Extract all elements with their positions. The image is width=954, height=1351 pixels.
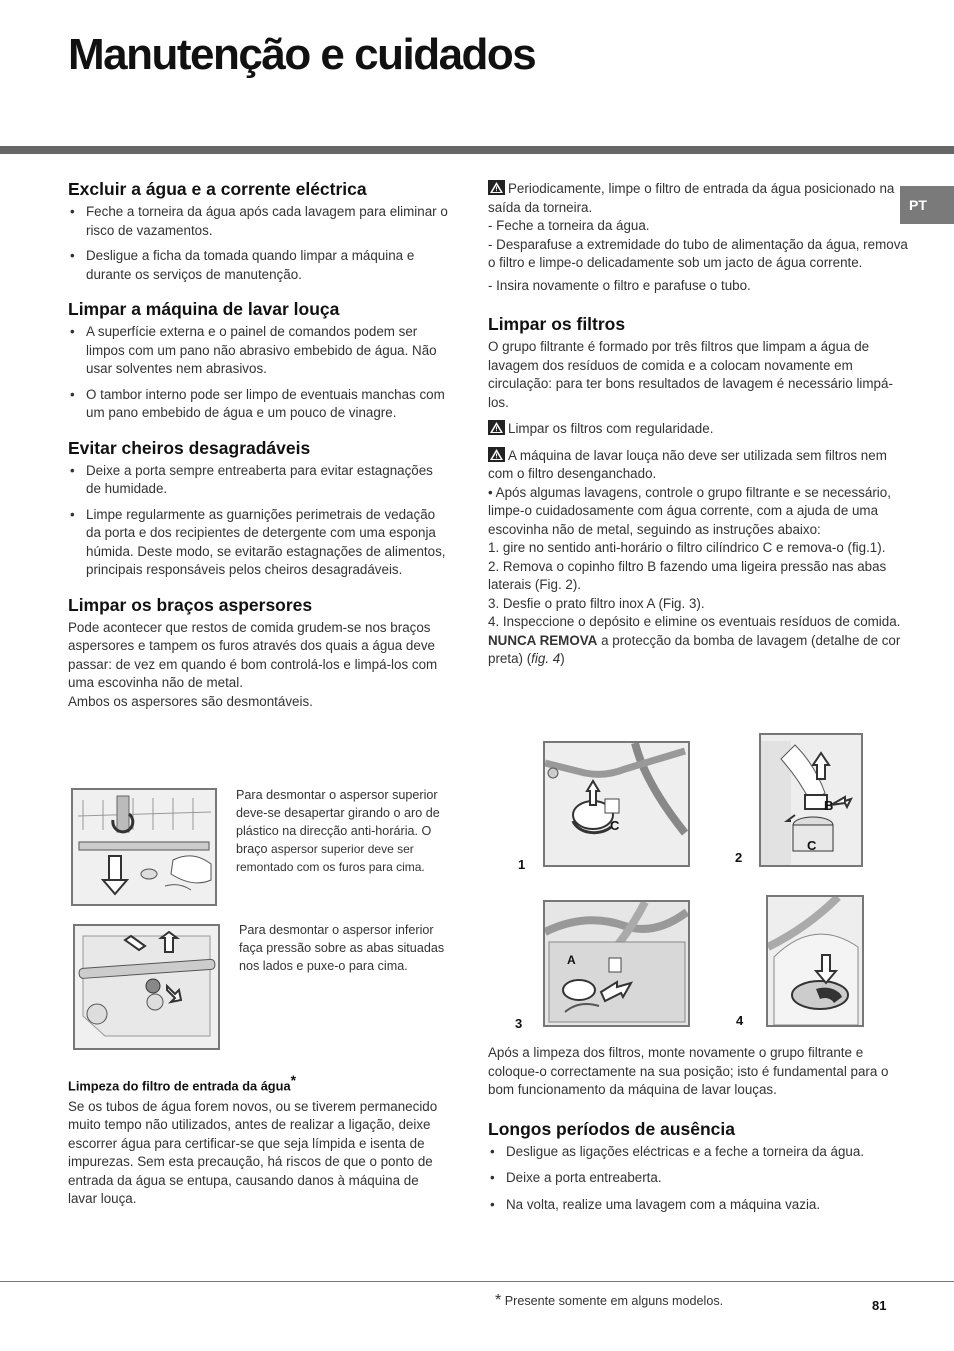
- section-heading: Excluir a água e a corrente eléctrica: [68, 179, 367, 199]
- paragraph: Após a limpeza dos filtros, monte novamente o grupo filtrante e coloque-o correctamente na sua posição; isto é fundamental para o bom funcionamento da máquina de lavar louças.: [488, 1045, 889, 1097]
- step: 2. Remova o copinho filtro B fazendo uma ligeira pressão nas abas laterais (Fig. 2).: [488, 558, 887, 592]
- footnote-text: Presente somente em alguns modelos.: [504, 1294, 724, 1308]
- asterisk-mark: *: [290, 1072, 297, 1088]
- paragraph: Periodicamente, limpe o filtro de entrada da água posicionado na saída da torneira.: [488, 181, 895, 215]
- language-tab: PT: [900, 186, 954, 224]
- step: 1. gire no sentido anti-horário o filtro cilíndrico C e remova-o (fig.1).: [488, 540, 886, 555]
- figure-3: [543, 900, 690, 1027]
- right-column: [488, 180, 908, 683]
- figure-number: 4: [736, 1013, 744, 1028]
- list-item: • Limpe regularmente as guarnições perimetrais de vedação da porta e dos recipientes de detergente com uma esponja húmida. Deste modo, se evitarão estagnações de alimentos, principais responsáveis pelos cheiros desagradáveis.: [68, 506, 450, 580]
- figure-number: 2: [735, 850, 743, 865]
- section-spray-arms: [68, 594, 450, 712]
- bullet-list: [68, 203, 450, 284]
- step: 4. Inspeccione o depósito e elimine os eventuais resíduos de comida. NUNCA REMOVA a protecção da bomba de lavagem (detalhe de cor preta) (fig. 4): [488, 614, 901, 666]
- after-cleaning: [488, 1044, 908, 1221]
- list-item: • Feche a torneira da água após cada lavagem para eliminar o risco de vazamentos.: [68, 203, 450, 240]
- bullet-list: [68, 323, 450, 423]
- paragraph: Pode acontecer que restos de comida grudem-se nos braços aspersores e tampem os furos através dos quais a água deve passar: de vez em quando é bom controlá-los e limpá-los com uma escovinha não de metal.: [68, 619, 438, 690]
- section-water-power: [68, 178, 450, 284]
- warning-icon: [488, 447, 505, 462]
- section-heading: Limpar os filtros: [488, 314, 626, 334]
- bullet-list: [488, 1143, 908, 1215]
- paragraph: - Insira novamente o filtro e parafuse o tubo.: [488, 277, 751, 293]
- inlet-filter-procedure: [488, 180, 908, 295]
- section-odors: [68, 437, 450, 580]
- paragraph: Se os tubos de água forem novos, ou se tiverem permanecido muito tempo não utilizados, antes de realizar a ligação, deixe escorrer água para certificar-se que seja límpida e isenta de impurezas. Sem esta precaução, há riscos de que o ponto de entrada da água se entupa, causando danos à máquina de lavar louça.: [68, 1098, 438, 1207]
- emphasis-warning: NUNCA REMOVA: [488, 632, 598, 648]
- figure-label-a: A: [567, 953, 576, 967]
- list-item: • Deixe a porta entreaberta.: [488, 1169, 908, 1188]
- section-clean-machine: [68, 298, 450, 423]
- paragraph: - Desparafuse a extremidade do tubo de alimentação da água, remova o filtro e limpe-o delicadamente sob um jacto de água corrente.: [488, 236, 908, 270]
- lower-spray-arm-drawing: [75, 926, 218, 1048]
- paragraph: Limpar os filtros com regularidade.: [488, 420, 908, 439]
- figure-label-c: C: [610, 818, 620, 833]
- list-item: • Desligue a ficha da tomada quando limpar a máquina e durante os serviços de manutenção.: [68, 247, 450, 284]
- section-inlet-filter: [68, 1071, 450, 1209]
- figure-4-drawing: [768, 897, 862, 1025]
- section-heading: Limpar os braços aspersores: [68, 594, 313, 615]
- paragraph: Ambos os aspersores são desmontáveis.: [68, 693, 313, 709]
- figure-number: 1: [518, 857, 526, 872]
- paragraph: • Após algumas lavagens, controle o grupo filtrante e se necessário, limpe-o cuidadosamente com água corrente, com a ajuda de uma escovinha não de metal, seguindo as instruções abaixo:: [488, 484, 891, 537]
- figure-label-b: B: [824, 798, 834, 813]
- section-heading: Limpar a máquina de lavar louça: [68, 299, 340, 319]
- list-item: • O tambor interno pode ser limpo de eventuais manchas com um pano embebido de água e um pouco de vinagre.: [68, 386, 450, 423]
- step: 3. Desfie o prato filtro inox A (Fig. 3).: [488, 595, 705, 611]
- figure-number: 3: [515, 1016, 523, 1031]
- instruction-text-small: aspersor superior deve ser remontado com os furos para cima.: [236, 842, 425, 874]
- page-number: 81: [872, 1298, 887, 1313]
- list-item: • A superfície externa e o painel de comandos podem ser limpos com um pano não abrasivo embebido de água. Não usar solventes nem abrasivos.: [68, 323, 450, 379]
- subsection-heading: Limpeza do filtro de entrada da água*: [68, 1072, 297, 1094]
- upper-spray-arm-illustration: [71, 788, 217, 906]
- warning-icon: [488, 420, 505, 435]
- figure-1: [543, 741, 690, 867]
- instruction-text: Para desmontar o aspersor superior deve-se desapertar girando o aro de plástico na direcção anti-horária. O braço: [236, 788, 440, 856]
- instruction-text: Para desmontar o aspersor inferior faça pressão sobre as abas situadas nos lados e puxe-o para cima.: [239, 923, 445, 973]
- left-column: [68, 178, 450, 725]
- header-divider-bar: [0, 146, 954, 154]
- asterisk-mark: *: [495, 1292, 502, 1309]
- figure-label-c: C: [807, 838, 817, 853]
- page-title: Manutenção e cuidados: [68, 30, 536, 79]
- paragraph: A máquina de lavar louça não deve ser utilizada sem filtros nem com o filtro desenganchado.: [488, 447, 887, 481]
- upper-spray-arm-drawing: [73, 790, 215, 904]
- section-clean-filters: [488, 313, 908, 669]
- section-heading: Longos períodos de ausência: [488, 1118, 735, 1139]
- lower-arm-instructions: [239, 921, 445, 975]
- figure-1-drawing: [545, 743, 688, 865]
- list-item: • Na volta, realize uma lavagem com a máquina vazia.: [488, 1196, 908, 1215]
- section-heading: Evitar cheiros desagradáveis: [68, 437, 311, 458]
- list-item: • Deixe a porta sempre entreaberta para evitar estagnações de humidade.: [68, 462, 450, 499]
- bullet-list: [68, 462, 450, 580]
- footnote: [495, 1292, 723, 1310]
- figure-4: [766, 895, 864, 1027]
- list-item: • Desligue as ligações eléctricas e a feche a torneira da água.: [488, 1143, 908, 1162]
- paragraph: O grupo filtrante é formado por três filtros que limpam a água de lavagem dos resíduos de comida e a colocam novamente em circulação: para ter bons resultados de lavagem é necessário limpá-los.: [488, 339, 893, 410]
- warning-icon: [488, 180, 505, 195]
- upper-arm-instructions: [236, 786, 446, 876]
- footer-divider: [0, 1281, 954, 1282]
- lower-spray-arm-illustration: [73, 924, 220, 1050]
- paragraph: - Feche a torneira da água.: [488, 218, 650, 233]
